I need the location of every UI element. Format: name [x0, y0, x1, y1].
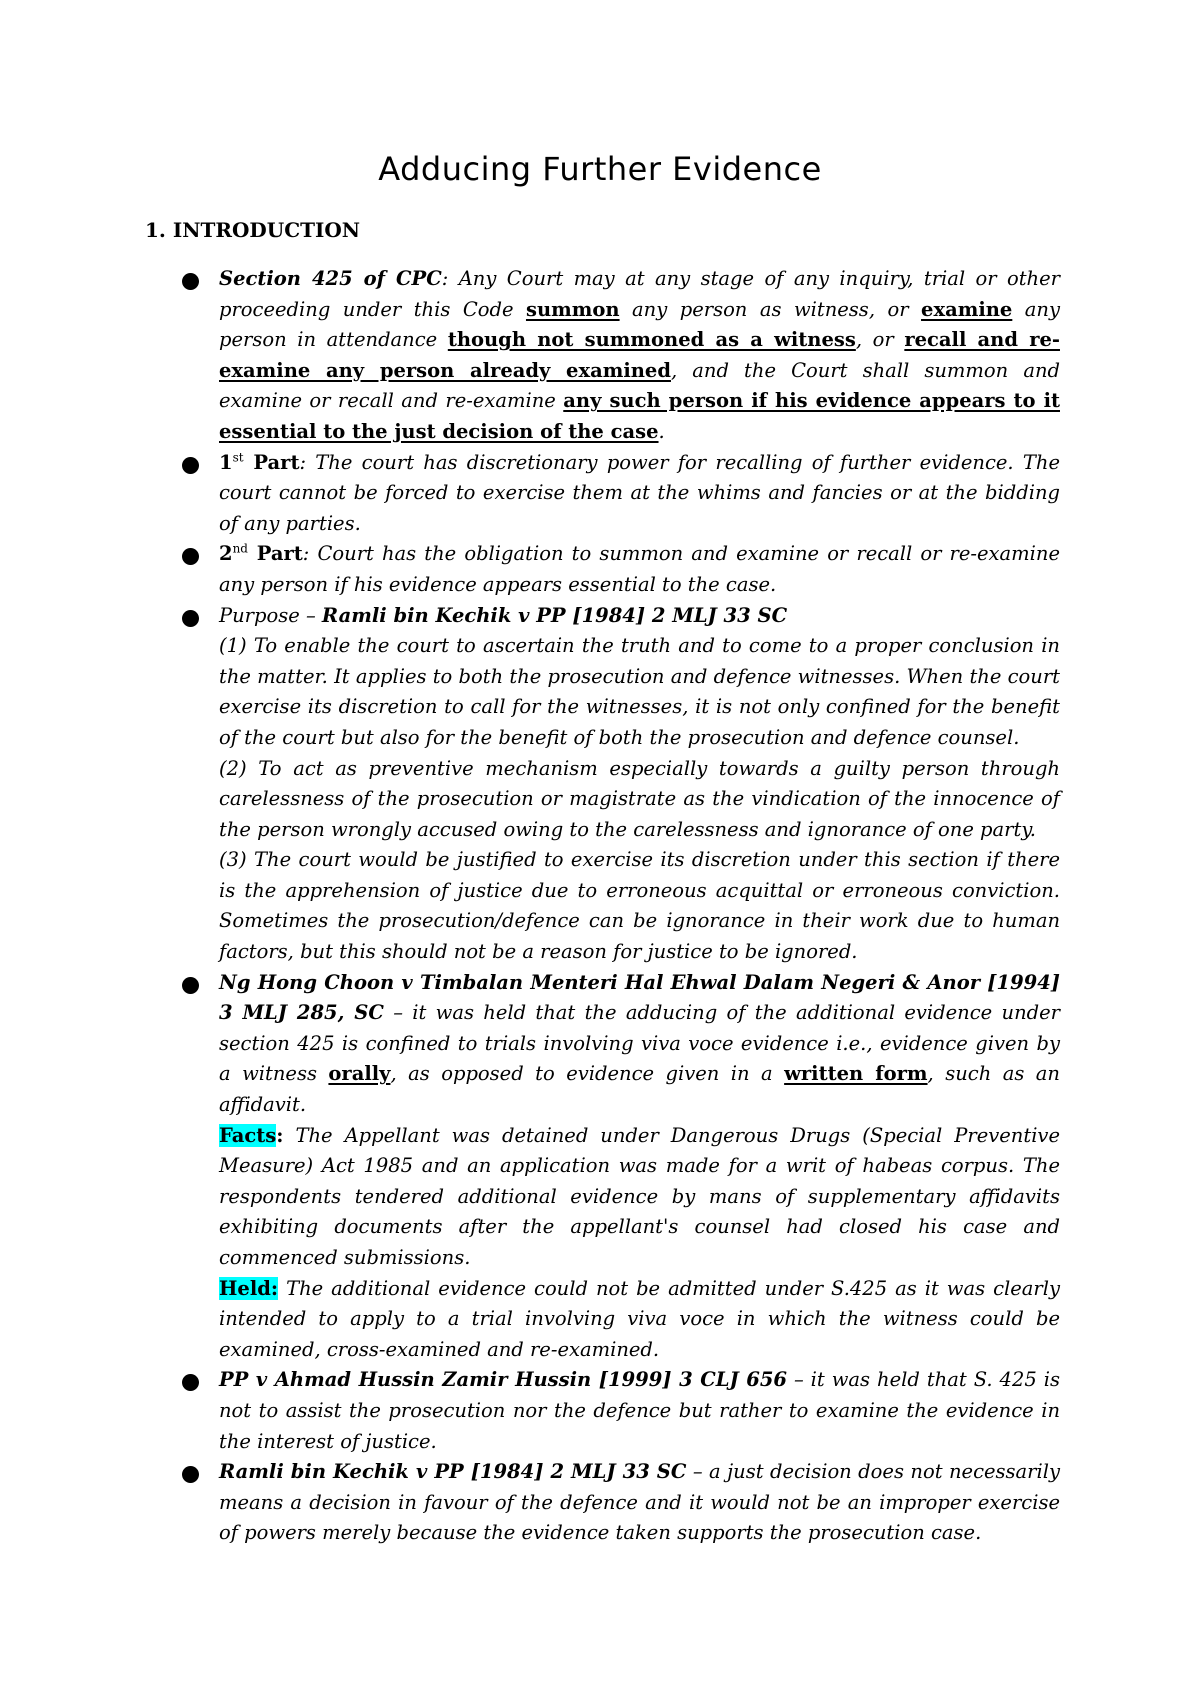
- bullet-icon: [182, 457, 199, 474]
- purpose-point-1: (1) To enable the court to ascertain the truth and to come to a proper conclusion in the matter. It applies to both the prosecution and defence witnesses. When the court exercise its discretion to call for the witnesses, it is not only confined for the benefit of the court but also for the benefit of both the prosecution and defence counsel.: [219, 634, 1060, 749]
- purpose-point-3: (3) The court would be justified to exercise its discretion under this section if there is the apprehension of justice due to erroneous acquittal or erroneous conviction. Sometimes the prosecution/defence can be ignorance in their work due to human factors, but this should not be a reason for justice to be ignored.: [219, 848, 1060, 964]
- list-item-second-part: 2nd Part: Court has the obligation to summon and examine or recall or re-examine any person if his evidence appears essential to the case.: [182, 539, 1060, 600]
- facts-paragraph: Facts: The Appellant was detained under Dangerous Drugs (Special Preventive Measure) Act 1985 and an application was made for a writ of habeas corpus. The respondents tendered additional evidence by mans of supplementary affidavits exhibiting documents after the appellant's counsel had closed his case and commenced submissions.: [219, 1123, 1060, 1269]
- bullet-icon: [182, 1374, 199, 1391]
- held-paragraph: Held: The additional evidence could not be admitted under S.425 as it was clearly intended to apply to a trial involving viva voce in which the witness could be examined, cross-examined and re-examined.: [219, 1276, 1060, 1361]
- list-item-first-part: 1st Part: The court has discretionary power for recalling of further evidence. The court cannot be forced to exercise them at the whims and fancies or at the bidding of any parties.: [182, 448, 1060, 540]
- list-item-ng-hong-choon: Ng Hong Choon v Timbalan Menteri Hal Ehwal Dalam Negeri & Anor [1994] 3 MLJ 285, SC – it was held that the adducing of the additional evidence under section 425 is confined to trials involving viva voce evidence i.e., evidence given by a witness orally, as opposed to evidence given in a written form, such as an affidavit. Facts: The Appellant was detained under Dangerous Drugs (Special Preventive Measure) Act 1985 and an application was made for a writ of habeas corpus. The respondents tendered additional evidence by mans of supplementary affidavits exhibiting documents after the appellant's counsel had closed his case and commenced submissions. Held: The additional evidence could not be admitted under S.425 as it was clearly intended to apply to a trial involving viva voce in which the witness could be examined, cross-examined and re-examined.: [182, 968, 1060, 1366]
- bullet-list: [182, 264, 1060, 1549]
- page-title: Adducing Further Evidence: [378, 150, 822, 188]
- list-item-ramli-kechik: Ramli bin Kechik v PP [1984] 2 MLJ 33 SC – a just decision does not necessarily means a decision in favour of the defence and it would not be an improper exercise of powers merely because the evidence taken supports the prosecution case.: [182, 1457, 1060, 1549]
- bullet-icon: [182, 610, 199, 627]
- bullet-icon: [182, 273, 199, 290]
- purpose-point-2: (2) To act as preventive mechanism especially towards a guilty person through carelessness of the prosecution or magistrate as the vindication of the innocence of the person wrongly accused owing to the carelessness and ignorance of one party.: [219, 756, 1060, 841]
- bullet-icon: [182, 1466, 199, 1483]
- section-heading: 1. INTRODUCTION: [145, 218, 361, 242]
- list-item-ahmad-hussin: PP v Ahmad Hussin Zamir Hussin [1999] 3 CLJ 656 – it was held that S. 425 is not to assist the prosecution nor the defence but rather to examine the evidence in the interest of justice.: [182, 1365, 1060, 1457]
- bullet-icon: [182, 548, 199, 565]
- bullet-icon: [182, 977, 199, 994]
- list-item-purpose: Purpose – Ramli bin Kechik v PP [1984] 2 MLJ 33 SC (1) To enable the court to ascertain the truth and to come to a proper conclusion in the matter. It applies to both the prosecution and defence witnesses. When the court exercise its discretion to call for the witnesses, it is not only confined for the benefit of the court but also for the benefit of both the prosecution and defence counsel. (2) To act as preventive mechanism especially towards a guilty person through carelessness of the prosecution or magistrate as the vindication of the innocence of the person wrongly accused owing to the carelessness and ignorance of one party. (3) The court would be justified to exercise its discretion under this section if there is the apprehension of justice due to erroneous acquittal or erroneous conviction. Sometimes the prosecution/defence can be ignorance in their work due to human factors, but this should not be a reason for justice to be ignored.: [182, 601, 1060, 968]
- list-item-section-425: Section 425 of CPC: Any Court may at any stage of any inquiry, trial or other proceeding under this Code summon any person as witness, or examine any person in attendance though not summoned as a witness, or recall and re-examine any person already examined, and the Court shall summon and examine or recall and re-examine any such person if his evidence appears to it essential to the just decision of the case.: [182, 264, 1060, 448]
- held-label: Held:: [219, 1276, 279, 1300]
- facts-label: Facts: [219, 1123, 277, 1147]
